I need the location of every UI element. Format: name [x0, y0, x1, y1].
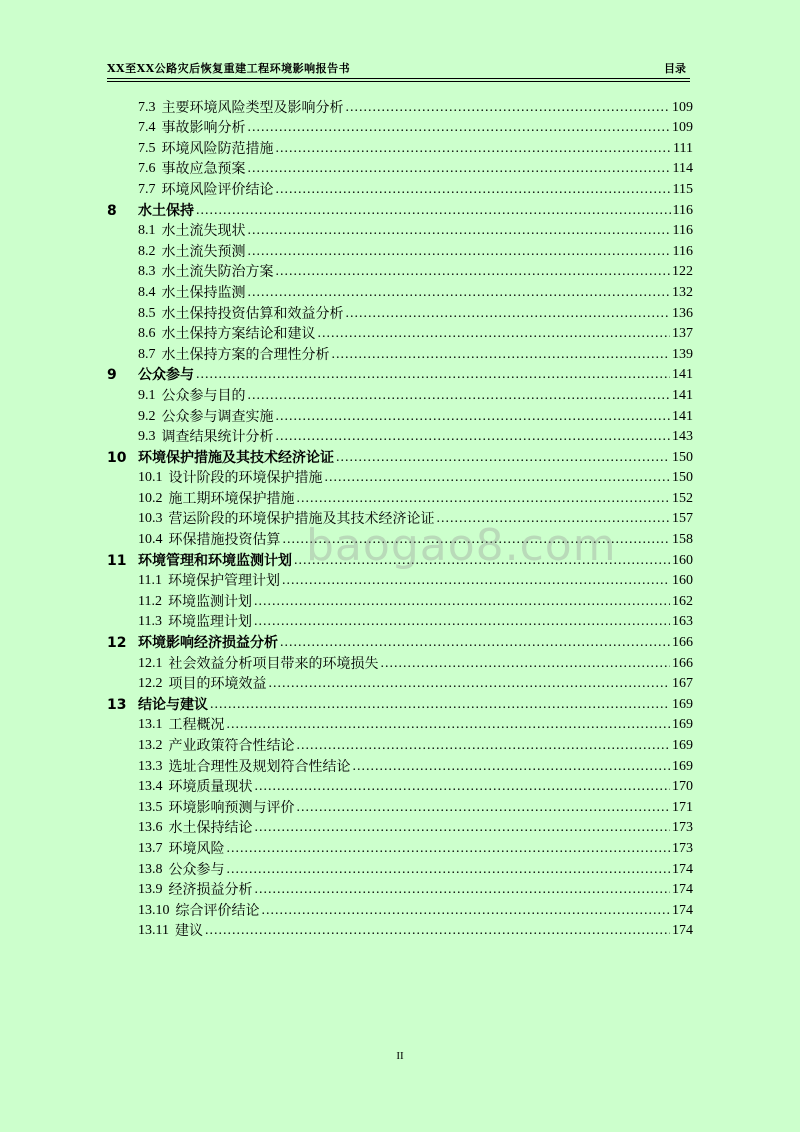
- toc-entry-number: 10.4: [138, 532, 163, 548]
- toc-entry-page: 114: [672, 161, 693, 177]
- toc-section-entry[interactable]: [107, 178, 693, 199]
- document-title: XX至XX公路灾后恢复重建工程环境影响报告书: [107, 62, 351, 75]
- toc-entry-title: 选址合理性及规划符合性结论: [168, 758, 351, 775]
- toc-section-entry[interactable]: [107, 240, 693, 261]
- toc-entry-page: 173: [672, 820, 693, 836]
- toc-entry-number: 13.5: [138, 799, 163, 815]
- toc-dot-leader: [297, 737, 671, 755]
- toc-section-entry[interactable]: [107, 281, 693, 302]
- toc-entry-page: 174: [672, 902, 693, 918]
- toc-section-entry[interactable]: [107, 714, 693, 735]
- toc-dot-leader: [248, 284, 671, 302]
- toc-entry-page: 109: [672, 99, 693, 115]
- toc-section-entry[interactable]: [107, 323, 693, 344]
- toc-dot-leader: [280, 634, 670, 652]
- toc-entry-page: 163: [672, 614, 693, 630]
- toc-entry-page: 158: [672, 532, 693, 548]
- toc-entry-title: 工程概况: [168, 717, 225, 734]
- toc-entry-page: 174: [672, 882, 693, 898]
- toc-entry-title: 环境监理计划: [167, 614, 252, 631]
- toc-entry-number: 12.2: [138, 676, 163, 692]
- toc-entry-page: 141: [672, 408, 693, 424]
- toc-section-entry[interactable]: [107, 858, 693, 879]
- toc-entry-page: 171: [672, 799, 693, 815]
- toc-dot-leader: [248, 222, 671, 240]
- toc-dot-leader: [332, 346, 671, 364]
- toc-entry-title: 综合评价结论: [175, 902, 260, 919]
- toc-entry-number: 7.7: [138, 181, 156, 197]
- toc-entry-page: 132: [672, 284, 693, 300]
- toc-section-entry[interactable]: [107, 796, 693, 817]
- toc-chapter-entry[interactable]: [107, 693, 693, 714]
- toc-entry-number: 10.3: [138, 511, 163, 527]
- toc-section-entry[interactable]: [107, 158, 693, 179]
- toc-dot-leader: [248, 387, 671, 405]
- toc-entry-title: 设计阶段的环境保护措施: [168, 470, 323, 487]
- toc-entry-title: 事故应急预案: [161, 161, 246, 178]
- toc-section-entry[interactable]: [107, 570, 693, 591]
- toc-entry-title: 水土保持投资估算和效益分析: [161, 305, 344, 322]
- toc-dot-leader: [248, 160, 671, 178]
- toc-dot-leader: [196, 202, 671, 220]
- toc-entry-title: 公众参与调查实施: [161, 408, 274, 425]
- toc-entry-title: 水土保持结论: [168, 820, 253, 837]
- toc-entry-title: 水土流失现状: [161, 223, 246, 240]
- toc-dot-leader: [297, 799, 671, 817]
- toc-dot-leader: [248, 243, 671, 261]
- toc-dot-leader: [255, 819, 671, 837]
- toc-entry-page: 160: [672, 573, 693, 589]
- toc-entry-page: 141: [672, 387, 693, 403]
- toc-dot-leader: [276, 428, 671, 446]
- toc-section-entry[interactable]: [107, 384, 693, 405]
- toc-entry-title: 环保措施投资估算: [168, 532, 281, 549]
- toc-entry-number: 10: [107, 449, 127, 466]
- toc-entry-page: 160: [672, 552, 693, 568]
- toc-section-entry[interactable]: [107, 652, 693, 673]
- header-rule: [107, 81, 690, 82]
- toc-entry-number: 11.2: [138, 593, 162, 609]
- toc-entry-number: 13.10: [138, 902, 170, 918]
- toc-entry-page: 136: [672, 305, 693, 321]
- toc-entry-number: 13: [107, 696, 127, 713]
- toc-entry-page: 152: [672, 490, 693, 506]
- toc-entry-number: 12.1: [138, 655, 163, 671]
- toc-entry-number: 7.6: [138, 161, 156, 177]
- toc-entry-page: 111: [673, 140, 693, 156]
- toc-entry-number: 8.3: [138, 264, 156, 280]
- toc-dot-leader: [276, 408, 671, 426]
- toc-entry-page: 173: [672, 840, 693, 856]
- toc-entry-page: 166: [672, 635, 693, 651]
- toc-entry-number: 11: [107, 552, 127, 569]
- toc-section-entry[interactable]: [107, 96, 693, 117]
- toc-entry-page: 143: [672, 429, 693, 445]
- toc-section-entry[interactable]: [107, 467, 693, 488]
- toc-entry-page: 116: [672, 243, 693, 259]
- toc-section-entry[interactable]: [107, 611, 693, 632]
- toc-entry-title: 环境监测计划: [167, 593, 252, 610]
- toc-dot-leader: [325, 469, 671, 487]
- section-label: 目录: [664, 62, 686, 75]
- toc-entry-number: 13.1: [138, 717, 163, 733]
- toc-chapter-entry[interactable]: [107, 631, 693, 652]
- toc-entry-page: 157: [672, 511, 693, 527]
- toc-entry-title: 结论与建议: [138, 696, 208, 713]
- toc-entry-number: 13.2: [138, 738, 163, 753]
- toc-entry-number: 7.4: [138, 120, 156, 136]
- toc-dot-leader: [248, 119, 671, 137]
- page-header: [107, 58, 690, 79]
- toc-section-entry[interactable]: [107, 879, 693, 900]
- toc-entry-title: 环境管理和环境监测计划: [138, 552, 292, 569]
- toc-dot-leader: [255, 881, 671, 899]
- toc-entry-title: 公众参与: [138, 367, 194, 384]
- toc-section-entry[interactable]: [107, 487, 693, 508]
- toc-entry-page: 116: [672, 223, 693, 239]
- toc-entry-title: 经济损益分析: [168, 882, 253, 899]
- toc-entry-number: 11.3: [138, 614, 162, 630]
- toc-entry-number: 8.5: [138, 305, 156, 321]
- toc-dot-leader: [346, 305, 671, 323]
- toc-dot-leader: [346, 99, 671, 117]
- toc-entry-number: 8.1: [138, 223, 156, 239]
- toc-dot-leader: [254, 613, 670, 631]
- toc-entry-number: 11.1: [138, 573, 162, 589]
- toc-entry-title: 项目的环境效益: [168, 676, 267, 693]
- toc-entry-page: 167: [672, 676, 693, 692]
- toc-entry-title: 环境风险: [168, 840, 225, 857]
- toc-section-entry[interactable]: [107, 776, 693, 797]
- toc-entry-page: 169: [672, 717, 693, 733]
- toc-entry-title: 水土保持: [138, 202, 194, 219]
- toc-section-entry[interactable]: [107, 117, 693, 138]
- toc-entry-number: 9.2: [138, 408, 156, 424]
- toc-section-entry[interactable]: [107, 734, 693, 755]
- toc-section-entry[interactable]: [107, 137, 693, 158]
- toc-entry-number: 10.2: [138, 490, 163, 506]
- table-of-contents: [107, 96, 693, 940]
- toc-entry-page: 169: [672, 738, 693, 753]
- toc-entry-page: 122: [672, 264, 693, 280]
- toc-entry-title: 调查结果统计分析: [161, 429, 274, 446]
- toc-dot-leader: [297, 490, 671, 508]
- toc-entry-page: 139: [672, 346, 693, 362]
- toc-dot-leader: [210, 696, 670, 714]
- toc-entry-title: 公众参与目的: [161, 387, 246, 404]
- toc-dot-leader: [269, 675, 671, 693]
- page-number: II: [396, 1050, 404, 1062]
- toc-entry-number: 9.3: [138, 429, 156, 445]
- toc-dot-leader: [318, 325, 671, 343]
- toc-section-entry[interactable]: [107, 920, 693, 941]
- toc-entry-page: 115: [672, 181, 693, 197]
- toc-chapter-entry[interactable]: [107, 199, 693, 220]
- toc-section-entry[interactable]: [107, 755, 693, 776]
- toc-dot-leader: [205, 922, 670, 940]
- toc-chapter-entry[interactable]: [107, 364, 693, 385]
- toc-dot-leader: [254, 593, 670, 611]
- toc-entry-page: 150: [672, 470, 693, 486]
- toc-entry-page: 137: [672, 326, 693, 342]
- toc-dot-leader: [336, 449, 670, 467]
- toc-entry-number: 13.7: [138, 840, 163, 856]
- toc-entry-page: 166: [672, 655, 693, 671]
- toc-entry-title: 施工期环境保护措施: [168, 490, 295, 507]
- toc-dot-leader: [276, 140, 672, 158]
- toc-dot-leader: [282, 572, 670, 590]
- toc-entry-title: 水土保持方案的合理性分析: [161, 346, 330, 363]
- toc-entry-number: 10.1: [138, 470, 163, 486]
- toc-entry-page: 109: [672, 120, 693, 136]
- toc-chapter-entry[interactable]: [107, 446, 693, 467]
- toc-section-entry[interactable]: [107, 343, 693, 364]
- toc-entry-page: 169: [672, 696, 693, 712]
- toc-entry-number: 13.8: [138, 861, 163, 877]
- toc-entry-number: 8.4: [138, 284, 156, 300]
- toc-entry-title: 环境风险防范措施: [161, 140, 274, 157]
- toc-entry-title: 环境保护管理计划: [167, 573, 280, 590]
- toc-entry-number: 13.11: [138, 923, 169, 939]
- toc-entry-page: 170: [672, 779, 693, 795]
- toc-section-entry[interactable]: [107, 673, 693, 694]
- toc-dot-leader: [381, 655, 671, 673]
- toc-dot-leader: [227, 716, 671, 734]
- toc-section-entry[interactable]: [107, 899, 693, 920]
- toc-section-entry[interactable]: [107, 220, 693, 241]
- toc-section-entry[interactable]: [107, 405, 693, 426]
- toc-entry-title: 环境影响经济损益分析: [138, 635, 278, 652]
- toc-section-entry[interactable]: [107, 426, 693, 447]
- toc-entry-number: 13.3: [138, 758, 163, 774]
- toc-dot-leader: [227, 861, 671, 879]
- toc-entry-page: 116: [672, 202, 693, 218]
- toc-section-entry[interactable]: [107, 302, 693, 323]
- toc-section-entry[interactable]: [107, 817, 693, 838]
- toc-entry-title: 社会效益分析项目带来的环境损失: [168, 655, 379, 672]
- toc-entry-page: 174: [672, 923, 693, 939]
- toc-entry-title: 建议: [174, 923, 203, 940]
- toc-section-entry[interactable]: [107, 590, 693, 611]
- toc-entry-number: 13.4: [138, 779, 163, 795]
- toc-entry-title: 产业政策符合性结论: [168, 738, 295, 754]
- toc-entry-title: 水土保持方案结论和建议: [161, 326, 316, 343]
- toc-dot-leader: [276, 263, 671, 281]
- toc-section-entry[interactable]: [107, 837, 693, 858]
- toc-entry-number: 8.2: [138, 243, 156, 259]
- toc-entry-title: 主要环境风险类型及影响分析: [161, 99, 344, 116]
- toc-entry-title: 事故影响分析: [161, 120, 246, 137]
- toc-entry-page: 162: [672, 593, 693, 609]
- toc-entry-title: 环境质量现状: [168, 779, 253, 796]
- toc-entry-title: 水土流失防治方案: [161, 264, 274, 281]
- toc-entry-number: 13.6: [138, 820, 163, 836]
- toc-entry-number: 8: [107, 202, 117, 219]
- toc-dot-leader: [276, 181, 671, 199]
- toc-entry-number: 9.1: [138, 387, 156, 403]
- toc-entry-number: 8.6: [138, 326, 156, 342]
- toc-entry-title: 公众参与: [168, 861, 225, 878]
- toc-entry-page: 150: [672, 449, 693, 465]
- toc-entry-title: 水土保持监测: [161, 284, 246, 301]
- toc-entry-number: 13.9: [138, 882, 163, 898]
- toc-entry-page: 141: [672, 367, 693, 383]
- toc-entry-page: 174: [672, 861, 693, 877]
- toc-section-entry[interactable]: [107, 261, 693, 282]
- watermark: baogao8.com: [306, 520, 617, 571]
- toc-entry-number: 7.5: [138, 140, 156, 156]
- toc-entry-number: 7.3: [138, 99, 156, 115]
- toc-entry-page: 169: [672, 758, 693, 774]
- toc-dot-leader: [262, 902, 671, 920]
- toc-entry-number: 12: [107, 635, 127, 652]
- toc-dot-leader: [196, 366, 670, 384]
- toc-entry-title: 环境影响预测与评价: [168, 799, 295, 816]
- toc-entry-number: 8.7: [138, 346, 156, 362]
- toc-dot-leader: [255, 778, 671, 796]
- toc-entry-title: 环境风险评价结论: [161, 181, 274, 198]
- toc-entry-number: 9: [107, 367, 117, 384]
- toc-entry-title: 水土流失预测: [161, 243, 246, 260]
- toc-entry-title: 营运阶段的环境保护措施及其技术经济论证: [168, 511, 435, 528]
- toc-dot-leader: [227, 840, 671, 858]
- toc-entry-title: 环境保护措施及其技术经济论证: [138, 449, 334, 466]
- toc-dot-leader: [353, 758, 671, 776]
